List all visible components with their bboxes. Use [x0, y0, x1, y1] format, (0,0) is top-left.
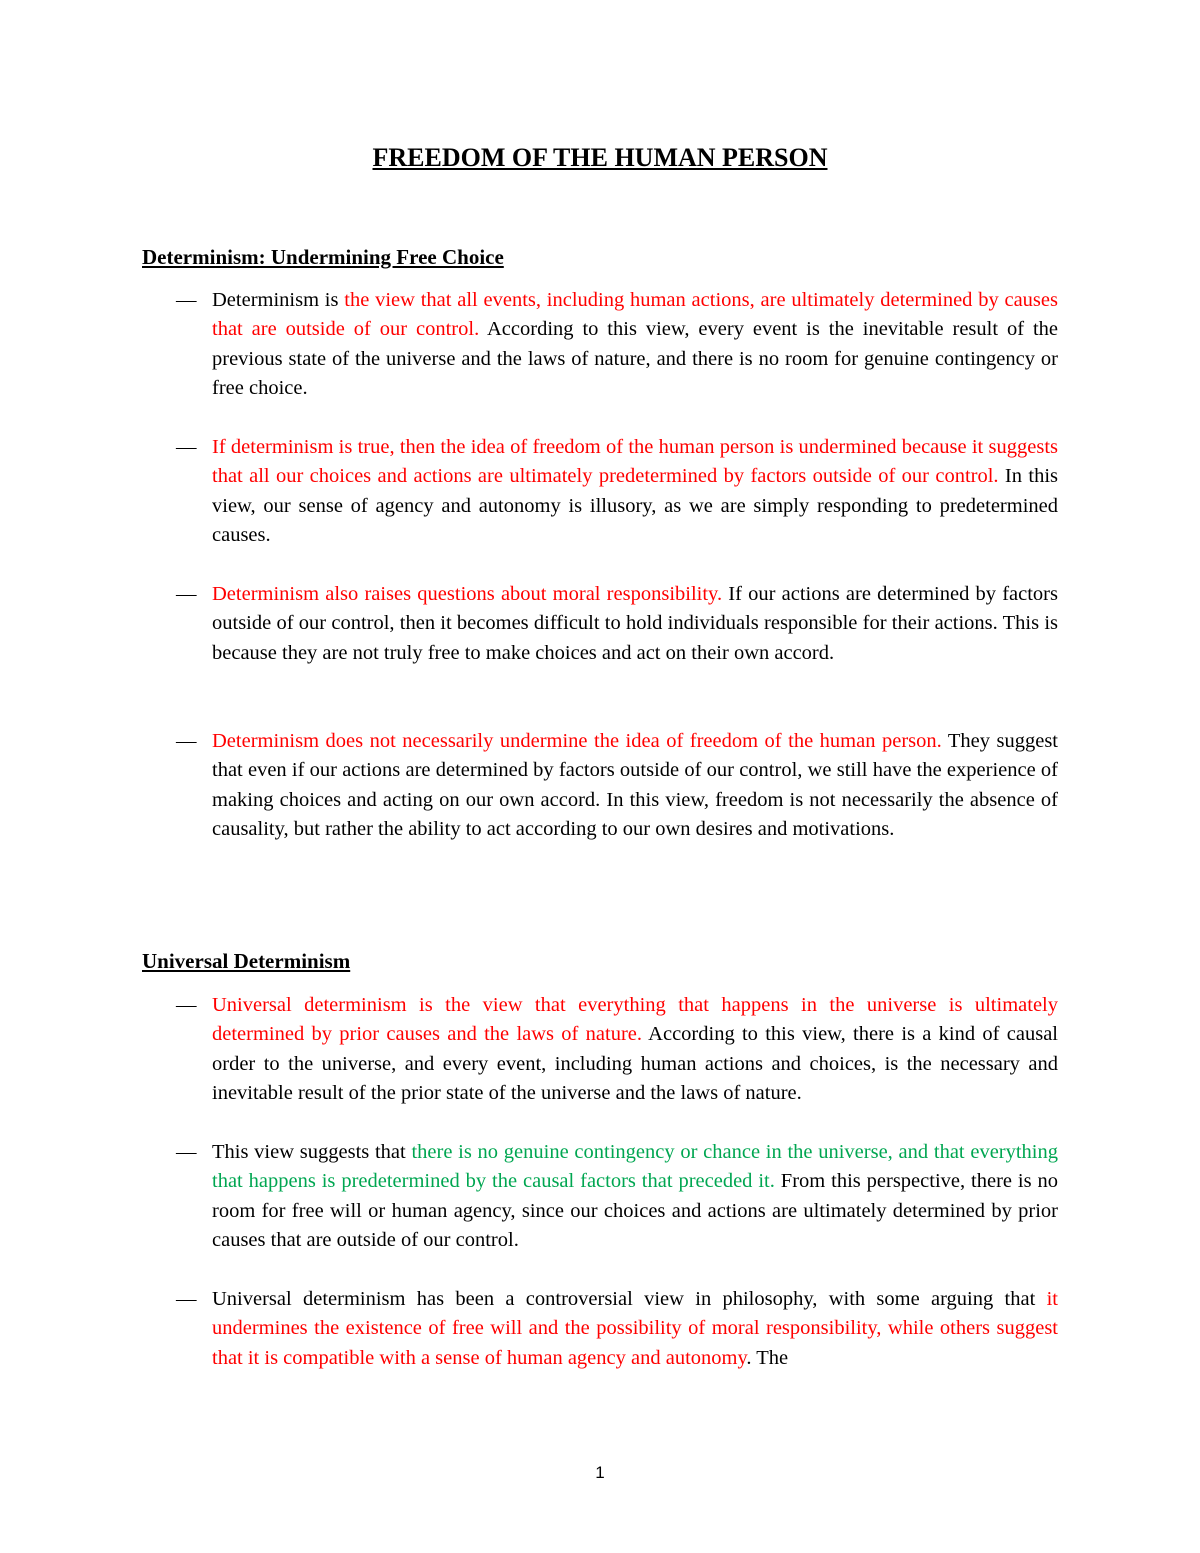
- highlight-red: it undermines the existence of free will and the possibility of moral responsibility, while others suggest that it is compatible with a sense of human agency and autonomy: [212, 1288, 1058, 1369]
- dash-marker: —: [176, 1288, 197, 1310]
- dash-marker: —: [176, 1141, 197, 1163]
- section-heading-determinism: Determinism: Undermining Free Choice: [142, 245, 504, 269]
- dash-marker: —: [176, 583, 197, 605]
- section-heading-universal-determinism: Universal Determinism: [142, 949, 351, 973]
- bullet-item: [176, 580, 1058, 668]
- highlight-red: the view that all events, including human actions, are ultimately determined by causes that are outside of our control.: [212, 289, 1058, 341]
- bullet-item: [176, 433, 1058, 551]
- highlight-green: there is no genuine contingency or chance in the universe, and that everything that happens is predetermined by the causal factors that preceded it.: [212, 1141, 1059, 1193]
- bullet-item: [176, 1138, 1058, 1256]
- bullet-text: Determinism does not necessarily undermine the idea of freedom of the human person. They suggest that even if our actions are determined by factors outside of our control, we still have the experience of making choices and acting on our own accord. In this view, freedom is not necessarily the absence of causality, but rather the ability to act according to our own desires and motivations.: [212, 730, 1058, 841]
- highlight-red: Universal determinism is the view that everything that happens in the universe is ultimately determined by prior causes and the laws of nature.: [212, 994, 1058, 1046]
- dash-marker: —: [176, 730, 197, 752]
- bullet-text: Universal determinism is the view that everything that happens in the universe is ultimately determined by prior causes and the laws of nature. According to this view, there is a kind of causal order to the universe, and every event, including human actions and choices, is the necessary and inevitable result of the prior state of the universe and the laws of nature.: [212, 994, 1058, 1105]
- bullet-text: Determinism is the view that all events, including human actions, are ultimately determined by causes that are outside of our control. According to this view, every event is the inevitable result of the previous state of the universe and the laws of nature, and there is no room for genuine contingency or free choice.: [212, 289, 1059, 400]
- bullet-item: [176, 1285, 1058, 1373]
- bullet-text: This view suggests that there is no genuine contingency or chance in the universe, and that everything that happens is predetermined by the causal factors that preceded it. From this perspective, there is no room for free will or human agency, since our choices and actions are ultimately determined by prior causes that are outside of our control.: [212, 1141, 1059, 1252]
- bullet-item: [176, 991, 1058, 1109]
- bullet-text: Universal determinism has been a controversial view in philosophy, with some arguing that it undermines the existence of free will and the possibility of moral responsibility, while others suggest that it is compatible with a sense of human agency and autonomy. The: [212, 1288, 1058, 1369]
- page-title: FREEDOM OF THE HUMAN PERSON: [372, 143, 828, 172]
- bullet-text: If determinism is true, then the idea of freedom of the human person is undermined because it suggests that all our choices and actions are ultimately predetermined by factors outside of our control. In this view, our sense of agency and autonomy is illusory, as we are simply responding to predetermined causes.: [212, 436, 1058, 547]
- bullet-item: [176, 727, 1058, 845]
- dash-marker: —: [176, 994, 197, 1016]
- highlight-red: Determinism does not necessarily undermine the idea of freedom of the human person.: [212, 730, 942, 752]
- dash-marker: —: [176, 289, 197, 311]
- highlight-red: Determinism also raises questions about moral responsibility.: [212, 583, 723, 605]
- highlight-red: If determinism is true, then the idea of freedom of the human person is undermined because it suggests that all our choices and actions are ultimately predetermined by factors outside of our control.: [212, 436, 1058, 488]
- bullet-item: [176, 286, 1058, 404]
- dash-marker: —: [176, 436, 197, 458]
- page-number: 1: [595, 1463, 605, 1482]
- bullet-text: Determinism also raises questions about moral responsibility. If our actions are determined by factors outside of our control, then it becomes difficult to hold individuals responsible for their actions. This is because they are not truly free to make choices and act on their own accord.: [212, 583, 1058, 664]
